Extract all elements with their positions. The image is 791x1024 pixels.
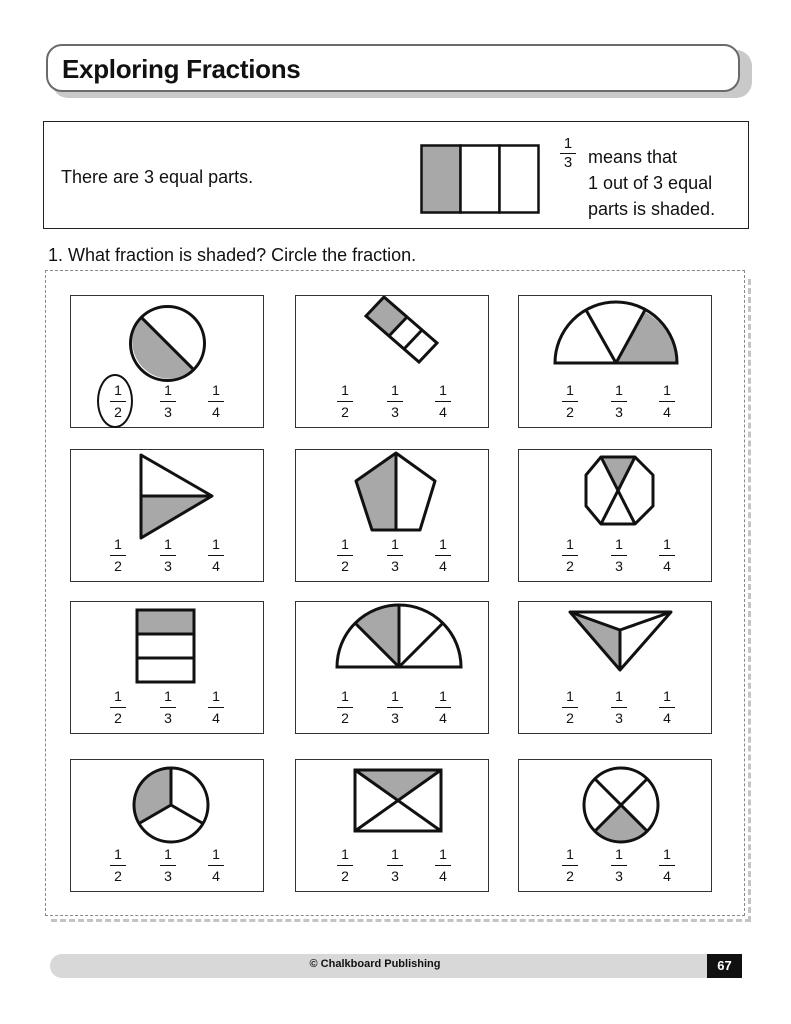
choice-quarter[interactable]: 1 4 — [205, 382, 227, 420]
page-number: 67 — [707, 954, 742, 978]
rectangle-thirds-shape — [71, 602, 265, 692]
choice-quarter[interactable]: 1 4 — [205, 688, 227, 726]
diamond-thirds-shape — [296, 296, 490, 386]
choice-half[interactable]: 1 2 — [107, 688, 129, 726]
choice-third[interactable]: 1 3 — [157, 688, 179, 726]
circle-thirds-shape — [71, 760, 265, 850]
choice-quarter[interactable]: 1 4 — [205, 536, 227, 574]
octagon-quarters-shape — [519, 450, 713, 540]
example-numerator: 1 — [563, 135, 573, 152]
pentagon-halves-shape — [296, 450, 490, 540]
example-fraction — [558, 136, 578, 171]
choice-quarter[interactable]: 1 4 — [432, 688, 454, 726]
fraction-choices — [296, 382, 488, 426]
fraction-choices — [71, 382, 263, 426]
footer-bar — [50, 954, 742, 978]
example-shaded-part — [422, 146, 461, 213]
choice-half[interactable]: 1 2 — [334, 536, 356, 574]
choice-third[interactable]: 1 3 — [608, 536, 630, 574]
choice-quarter[interactable]: 1 4 — [656, 382, 678, 420]
example-box — [43, 121, 749, 229]
explanation-line-2: 1 out of 3 equal — [588, 173, 713, 193]
explanation-line-3: parts is shaded. — [588, 199, 716, 219]
card-circle-thirds — [70, 759, 264, 892]
fraction-choices — [71, 846, 263, 890]
card-circle-half — [70, 295, 264, 428]
card-pentagon-halves — [295, 449, 489, 582]
choice-third[interactable]: 1 3 — [157, 382, 179, 420]
example-explanation — [588, 144, 715, 222]
example-thirds-diagram — [420, 144, 540, 214]
choice-half[interactable]: 1 2 — [107, 846, 129, 884]
choice-half[interactable]: 1 2 — [559, 536, 581, 574]
choice-third[interactable]: 1 3 — [157, 536, 179, 574]
choice-half[interactable]: 1 2 — [559, 688, 581, 726]
choice-quarter[interactable]: 1 4 — [432, 382, 454, 420]
rectangle-quarters-shape — [296, 760, 490, 850]
choice-half[interactable]: 1 2 — [334, 846, 356, 884]
card-triangle-thirds — [518, 601, 712, 734]
fraction-choices — [296, 846, 488, 890]
choice-third[interactable]: 1 3 — [384, 688, 406, 726]
fraction-choices — [519, 688, 711, 732]
triangle-thirds-shape — [519, 602, 713, 692]
explanation-line-1: means that — [588, 147, 678, 167]
card-circle-quarters — [518, 759, 712, 892]
choice-third[interactable]: 1 3 — [608, 688, 630, 726]
choice-half[interactable]: 1 2 — [559, 382, 581, 420]
choice-quarter[interactable]: 1 4 — [656, 536, 678, 574]
card-diamond-thirds — [295, 295, 489, 428]
card-semicircle-quarters — [295, 601, 489, 734]
fraction-choices — [71, 688, 263, 732]
semicircle-quarters-shape — [296, 602, 490, 692]
choice-quarter[interactable]: 1 4 — [432, 846, 454, 884]
choice-third[interactable]: 1 3 — [157, 846, 179, 884]
triangle-halves-shape — [71, 450, 265, 540]
publisher-credit: © Chalkboard Publishing — [309, 958, 441, 970]
choice-half[interactable]: 1 2 — [107, 536, 129, 574]
fraction-choices — [519, 382, 711, 426]
page-title: Exploring Fractions — [62, 54, 301, 84]
card-octagon-quarters — [518, 449, 712, 582]
choice-half[interactable]: 1 2 — [334, 382, 356, 420]
choice-third[interactable]: 1 3 — [384, 846, 406, 884]
choice-third[interactable]: 1 3 — [384, 536, 406, 574]
card-rectangle-quarters — [295, 759, 489, 892]
fraction-choices — [296, 536, 488, 580]
choice-third[interactable]: 1 3 — [384, 382, 406, 420]
fraction-choices — [71, 536, 263, 580]
example-text: There are 3 equal parts. — [61, 167, 254, 187]
card-rectangle-thirds — [70, 601, 264, 734]
fraction-choices — [519, 846, 711, 890]
choice-quarter[interactable]: 1 4 — [432, 536, 454, 574]
fraction-choices — [519, 536, 711, 580]
choice-quarter[interactable]: 1 4 — [205, 846, 227, 884]
choice-third[interactable]: 1 3 — [608, 846, 630, 884]
example-denominator: 3 — [563, 154, 573, 171]
circle-half-shape — [71, 296, 265, 386]
semicircle-thirds-shape — [519, 296, 713, 386]
example-part-2 — [461, 146, 500, 213]
choice-quarter[interactable]: 1 4 — [656, 846, 678, 884]
choice-third[interactable]: 1 3 — [608, 382, 630, 420]
card-triangle-halves — [70, 449, 264, 582]
example-part-3 — [500, 146, 539, 213]
choice-half[interactable]: 1 2 — [107, 382, 129, 420]
card-semicircle-thirds — [518, 295, 712, 428]
fraction-choices — [296, 688, 488, 732]
question-text: 1. What fraction is shaded? Circle the fraction. — [48, 245, 417, 265]
choice-quarter[interactable]: 1 4 — [656, 688, 678, 726]
circle-quarters-shape — [519, 760, 713, 850]
title-banner — [46, 44, 740, 92]
choice-half[interactable]: 1 2 — [334, 688, 356, 726]
choice-half[interactable]: 1 2 — [559, 846, 581, 884]
